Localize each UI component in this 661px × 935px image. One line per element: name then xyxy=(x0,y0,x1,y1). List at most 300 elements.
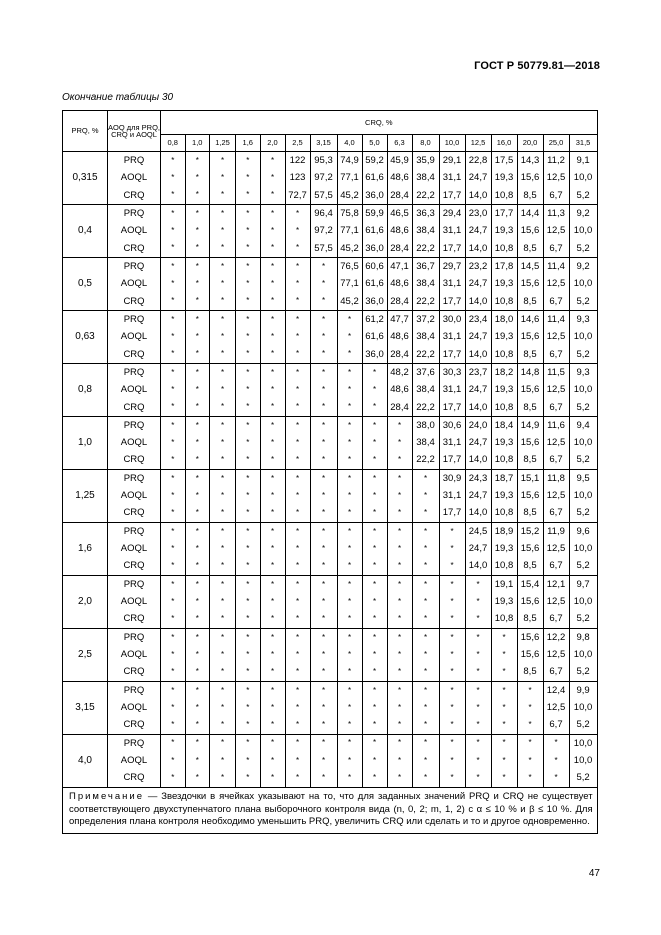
table-cell: 22,2 xyxy=(412,187,439,205)
table-cell: * xyxy=(412,522,439,540)
table-cell: 11,2 xyxy=(543,152,569,170)
table-cell: * xyxy=(285,681,310,699)
table-cell: * xyxy=(185,487,210,504)
crq-value-header: 2,5 xyxy=(285,135,310,152)
table-cell: * xyxy=(210,363,236,381)
table-cell: * xyxy=(260,399,285,417)
table-cell: * xyxy=(439,752,465,769)
table-cell: * xyxy=(210,469,236,487)
table-cell: 36,7 xyxy=(412,257,439,275)
table-cell: 61,6 xyxy=(362,222,387,239)
table-cell: * xyxy=(337,346,362,364)
table-cell: * xyxy=(185,293,210,311)
table-cell: 9,4 xyxy=(569,416,597,434)
table-cell: 123 xyxy=(285,169,310,186)
table-cell: * xyxy=(310,346,337,364)
table-cell: * xyxy=(260,187,285,205)
table-cell: * xyxy=(362,452,387,470)
table-row xyxy=(63,363,598,381)
table-cell: 35,9 xyxy=(412,152,439,170)
table-cell: 8,5 xyxy=(517,505,543,523)
table-cell: * xyxy=(185,734,210,752)
table-cell: 31,1 xyxy=(439,434,465,451)
table-cell: * xyxy=(185,187,210,205)
table-cell: * xyxy=(387,769,412,787)
prq-value: 0,63 xyxy=(63,310,108,363)
table-cell: * xyxy=(337,522,362,540)
table-cell: * xyxy=(465,752,491,769)
table-cell: * xyxy=(285,717,310,735)
table-cell: * xyxy=(161,240,186,258)
table-cell: 10,8 xyxy=(491,293,517,311)
table-cell: 30,6 xyxy=(439,416,465,434)
table-cell: * xyxy=(362,717,387,735)
table-cell: * xyxy=(210,734,236,752)
table-cell: * xyxy=(236,752,261,769)
table-cell: * xyxy=(161,646,186,663)
table-cell: * xyxy=(285,646,310,663)
table-cell: * xyxy=(285,222,310,239)
table-cell: 10,0 xyxy=(569,434,597,451)
table-cell: * xyxy=(260,257,285,275)
table-cell: 47,1 xyxy=(387,257,412,275)
table-row xyxy=(63,752,598,769)
table-cell: * xyxy=(310,399,337,417)
table-cell: * xyxy=(260,222,285,239)
row-label: AOQL xyxy=(108,752,161,769)
table-cell: * xyxy=(517,717,543,735)
table-cell: 61,6 xyxy=(362,169,387,186)
table-cell: * xyxy=(210,275,236,292)
table-cell: 15,6 xyxy=(517,169,543,186)
table-cell: * xyxy=(185,381,210,398)
crq-value-header: 1,25 xyxy=(210,135,236,152)
table-cell: * xyxy=(210,505,236,523)
table-cell: * xyxy=(517,734,543,752)
crq-value-header: 20,0 xyxy=(517,135,543,152)
table-cell: * xyxy=(185,346,210,364)
table-cell: * xyxy=(260,328,285,345)
table-cell: 10,0 xyxy=(569,593,597,610)
table-cell: 19,3 xyxy=(491,593,517,610)
table-cell: * xyxy=(285,522,310,540)
table-cell: 97,2 xyxy=(310,169,337,186)
table-cell: 12,5 xyxy=(543,699,569,716)
table-cell: 10,0 xyxy=(569,487,597,504)
table-cell: * xyxy=(161,593,186,610)
table-cell: * xyxy=(310,452,337,470)
table-cell: * xyxy=(161,434,186,451)
table-cell: * xyxy=(161,204,186,222)
table-cell: * xyxy=(337,505,362,523)
table-cell: 9,3 xyxy=(569,310,597,328)
table-cell: 15,6 xyxy=(517,628,543,646)
table-cell: * xyxy=(491,646,517,663)
table-cell: * xyxy=(260,646,285,663)
table-cell: * xyxy=(161,769,186,787)
table-cell: 11,8 xyxy=(543,469,569,487)
note-text: — Звездочки в ячейках указывают на то, что для заданных значений PRQ и CRQ не существует соответствующего двухступенчатого плана выборочного контроля вида (n, 0, 2; m, 1, 2) с α ≤ 10 % и β ≤ 10 %. Для определения плана контроля необходимо уменьшить PRQ, увеличить CRQ или сделать и то и другое одновременно. xyxy=(69,790,593,828)
row-label: PRQ xyxy=(108,204,161,222)
table-cell: 31,1 xyxy=(439,381,465,398)
table-cell: 12,5 xyxy=(543,646,569,663)
table-row xyxy=(63,346,598,364)
table-cell: 23,4 xyxy=(465,310,491,328)
table-cell: * xyxy=(285,664,310,682)
table-cell: * xyxy=(362,469,387,487)
table-cell: * xyxy=(362,558,387,576)
prq-value: 4,0 xyxy=(63,734,108,787)
table-cell: * xyxy=(185,752,210,769)
table-cell: * xyxy=(337,540,362,557)
table-cell: 9,3 xyxy=(569,363,597,381)
table-cell: 8,5 xyxy=(517,240,543,258)
table-cell: * xyxy=(210,152,236,170)
table-cell: 12,5 xyxy=(543,381,569,398)
table-cell: * xyxy=(161,611,186,629)
table-cell: * xyxy=(517,681,543,699)
table-cell: * xyxy=(185,717,210,735)
table-cell: * xyxy=(185,240,210,258)
table-cell: * xyxy=(310,593,337,610)
table-cell: * xyxy=(517,769,543,787)
table-cell: * xyxy=(260,558,285,576)
table-cell: 30,0 xyxy=(439,310,465,328)
table-cell: * xyxy=(362,752,387,769)
table-cell: * xyxy=(185,593,210,610)
table-cell: * xyxy=(236,734,261,752)
table-cell: 18,4 xyxy=(491,416,517,434)
table-cell: * xyxy=(310,717,337,735)
table-cell: 38,4 xyxy=(412,169,439,186)
table-cell: 10,0 xyxy=(569,699,597,716)
table-cell: * xyxy=(210,240,236,258)
table-cell: 95,3 xyxy=(310,152,337,170)
table-cell: 61,6 xyxy=(362,275,387,292)
table-cell: * xyxy=(236,611,261,629)
table-cell: * xyxy=(310,310,337,328)
table-cell: 18,0 xyxy=(491,310,517,328)
table-cell: 5,2 xyxy=(569,664,597,682)
table-caption: Окончание таблицы 30 xyxy=(62,92,174,103)
table-cell: * xyxy=(337,699,362,716)
table-cell: * xyxy=(491,681,517,699)
table-cell: 36,0 xyxy=(362,240,387,258)
table-cell: 6,7 xyxy=(543,240,569,258)
table-cell: * xyxy=(412,558,439,576)
table-cell: * xyxy=(210,540,236,557)
table-cell: 76,5 xyxy=(337,257,362,275)
table-cell: * xyxy=(161,699,186,716)
table-cell: * xyxy=(161,452,186,470)
table-cell: 46,5 xyxy=(387,204,412,222)
table-cell: * xyxy=(210,664,236,682)
table-cell: 24,7 xyxy=(465,328,491,345)
table-cell: * xyxy=(236,558,261,576)
table-cell: * xyxy=(337,434,362,451)
table-cell: * xyxy=(210,769,236,787)
table-cell: 48,6 xyxy=(387,381,412,398)
row-label: AOQL xyxy=(108,540,161,557)
table-row xyxy=(63,681,598,699)
table-cell: * xyxy=(260,416,285,434)
table-cell: 45,2 xyxy=(337,187,362,205)
table-cell: * xyxy=(185,681,210,699)
table-cell: * xyxy=(210,187,236,205)
table-cell: * xyxy=(210,346,236,364)
table-row xyxy=(63,434,598,451)
table-cell: * xyxy=(260,363,285,381)
table-cell: 36,0 xyxy=(362,293,387,311)
table-cell: 17,7 xyxy=(439,346,465,364)
table-cell: 15,6 xyxy=(517,328,543,345)
row-label: CRQ xyxy=(108,558,161,576)
table-cell: 15,6 xyxy=(517,593,543,610)
table-cell: 6,7 xyxy=(543,611,569,629)
table-cell: * xyxy=(439,593,465,610)
row-label: CRQ xyxy=(108,717,161,735)
table-cell: 30,9 xyxy=(439,469,465,487)
table-cell: * xyxy=(210,169,236,186)
table-cell: * xyxy=(185,769,210,787)
table-cell: 24,7 xyxy=(465,169,491,186)
table-cell: * xyxy=(439,646,465,663)
table-cell: * xyxy=(285,204,310,222)
table-cell: 29,4 xyxy=(439,204,465,222)
table-cell: * xyxy=(210,558,236,576)
table-cell: * xyxy=(185,204,210,222)
table-cell: 5,2 xyxy=(569,399,597,417)
table-cell: 22,2 xyxy=(412,293,439,311)
table-cell: * xyxy=(465,717,491,735)
table-cell: 12,5 xyxy=(543,540,569,557)
row-label: PRQ xyxy=(108,257,161,275)
table-cell: * xyxy=(337,328,362,345)
table-cell: 5,2 xyxy=(569,452,597,470)
crq-value-header: 8,0 xyxy=(412,135,439,152)
table-cell: 9,1 xyxy=(569,152,597,170)
table-cell: * xyxy=(236,664,261,682)
table-cell: * xyxy=(310,575,337,593)
crq-value-header: 2,0 xyxy=(260,135,285,152)
table-row xyxy=(63,593,598,610)
crq-header: CRQ, % xyxy=(161,111,598,135)
table-cell: * xyxy=(185,222,210,239)
table-cell: * xyxy=(465,628,491,646)
table-cell: * xyxy=(260,487,285,504)
row-label: PRQ xyxy=(108,575,161,593)
table-cell: * xyxy=(362,540,387,557)
table-cell: * xyxy=(337,593,362,610)
table-cell: 77,1 xyxy=(337,169,362,186)
table-cell: * xyxy=(236,169,261,186)
table-cell: * xyxy=(362,381,387,398)
table-row xyxy=(63,257,598,275)
table-cell: * xyxy=(362,664,387,682)
table-cell: * xyxy=(543,734,569,752)
table-cell: * xyxy=(260,575,285,593)
table-row xyxy=(63,575,598,593)
table-cell: 10,0 xyxy=(569,540,597,557)
table-cell: 9,9 xyxy=(569,681,597,699)
table-cell: * xyxy=(210,328,236,345)
table-cell: * xyxy=(185,611,210,629)
table-cell: * xyxy=(362,487,387,504)
table-cell: * xyxy=(310,381,337,398)
table-cell: * xyxy=(260,628,285,646)
table-cell: 10,8 xyxy=(491,399,517,417)
table-cell: * xyxy=(543,769,569,787)
table-cell: 24,7 xyxy=(465,540,491,557)
crq-value-header: 12,5 xyxy=(465,135,491,152)
table-cell: * xyxy=(387,558,412,576)
table-cell: * xyxy=(387,487,412,504)
table-cell: 12,5 xyxy=(543,487,569,504)
table-cell: * xyxy=(412,646,439,663)
table-cell: * xyxy=(387,611,412,629)
table-cell: * xyxy=(412,699,439,716)
table-cell: * xyxy=(362,734,387,752)
table-cell: 8,5 xyxy=(517,187,543,205)
prq-value: 2,0 xyxy=(63,575,108,628)
table-row xyxy=(63,540,598,557)
table-cell: * xyxy=(260,469,285,487)
table-cell: * xyxy=(465,664,491,682)
table-cell: * xyxy=(439,717,465,735)
table-cell: 29,1 xyxy=(439,152,465,170)
table-cell: 14,3 xyxy=(517,152,543,170)
table-cell: * xyxy=(310,487,337,504)
table-row xyxy=(63,717,598,735)
table-cell: 48,6 xyxy=(387,328,412,345)
table-cell: * xyxy=(161,664,186,682)
row-label: PRQ xyxy=(108,310,161,328)
table-cell: 45,2 xyxy=(337,240,362,258)
row-label: CRQ xyxy=(108,240,161,258)
table-cell: 97,2 xyxy=(310,222,337,239)
table-cell: 10,8 xyxy=(491,452,517,470)
table-row xyxy=(63,769,598,787)
table-cell: * xyxy=(285,558,310,576)
table-cell: 96,4 xyxy=(310,204,337,222)
table-cell: * xyxy=(439,558,465,576)
table-cell: * xyxy=(161,717,186,735)
table-cell: * xyxy=(260,204,285,222)
table-cell: 72,7 xyxy=(285,187,310,205)
table-cell: 19,3 xyxy=(491,328,517,345)
table-cell: 23,0 xyxy=(465,204,491,222)
row-label: PRQ xyxy=(108,363,161,381)
table-cell: * xyxy=(161,558,186,576)
table-cell: 28,4 xyxy=(387,293,412,311)
table-cell: * xyxy=(285,469,310,487)
table-cell: * xyxy=(161,310,186,328)
table-row xyxy=(63,399,598,417)
table-cell: * xyxy=(387,681,412,699)
row-label: CRQ xyxy=(108,399,161,417)
prq-value: 0,5 xyxy=(63,257,108,310)
row-label: CRQ xyxy=(108,505,161,523)
table-cell: 15,6 xyxy=(517,487,543,504)
row-label: AOQL xyxy=(108,328,161,345)
table-cell: * xyxy=(210,593,236,610)
standard-designation: ГОСТ Р 50779.81—2018 xyxy=(474,60,600,72)
table-cell: 19,3 xyxy=(491,381,517,398)
table-cell: 11,9 xyxy=(543,522,569,540)
table-cell: 57,5 xyxy=(310,187,337,205)
table-cell: 24,7 xyxy=(465,381,491,398)
table-cell: * xyxy=(387,717,412,735)
table-cell: * xyxy=(310,628,337,646)
table-cell: * xyxy=(337,310,362,328)
table-cell: * xyxy=(337,628,362,646)
table-cell: * xyxy=(260,540,285,557)
table-cell: * xyxy=(387,416,412,434)
table-cell: 10,0 xyxy=(569,328,597,345)
table-cell: * xyxy=(285,293,310,311)
table-cell: * xyxy=(185,328,210,345)
table-cell: 38,4 xyxy=(412,381,439,398)
row-label: PRQ xyxy=(108,522,161,540)
table-cell: * xyxy=(362,769,387,787)
table-row xyxy=(63,452,598,470)
table-cell: * xyxy=(337,681,362,699)
table-cell: * xyxy=(310,699,337,716)
table-cell: * xyxy=(285,540,310,557)
table-cell: * xyxy=(439,769,465,787)
table-cell: * xyxy=(310,416,337,434)
table-cell: 15,2 xyxy=(517,522,543,540)
table-cell: * xyxy=(185,257,210,275)
table-cell: 48,6 xyxy=(387,169,412,186)
table-cell: * xyxy=(236,505,261,523)
table-cell: * xyxy=(161,399,186,417)
table-cell: 36,0 xyxy=(362,346,387,364)
table-cell: 12,1 xyxy=(543,575,569,593)
row-label: CRQ xyxy=(108,452,161,470)
table-cell: * xyxy=(236,152,261,170)
table-cell: * xyxy=(310,505,337,523)
table-cell: * xyxy=(210,487,236,504)
table-cell: 22,2 xyxy=(412,346,439,364)
table-row xyxy=(63,222,598,239)
table-cell: * xyxy=(210,522,236,540)
table-cell: * xyxy=(260,275,285,292)
table-cell: 9,7 xyxy=(569,575,597,593)
table-cell: * xyxy=(465,646,491,663)
table-cell: * xyxy=(412,664,439,682)
table-cell: * xyxy=(285,575,310,593)
table-cell: 59,9 xyxy=(362,204,387,222)
table-cell: * xyxy=(439,628,465,646)
table-cell: 31,1 xyxy=(439,487,465,504)
table-cell: 8,5 xyxy=(517,664,543,682)
table-cell: * xyxy=(387,469,412,487)
table-cell: * xyxy=(439,734,465,752)
table-cell: 11,3 xyxy=(543,204,569,222)
table-cell: * xyxy=(387,699,412,716)
table-cell: 9,8 xyxy=(569,628,597,646)
table-cell: * xyxy=(161,293,186,311)
table-cell: 19,3 xyxy=(491,169,517,186)
table-cell: 9,5 xyxy=(569,469,597,487)
table-cell: * xyxy=(310,434,337,451)
table-cell: 77,1 xyxy=(337,275,362,292)
table-cell: * xyxy=(185,646,210,663)
table-cell: * xyxy=(236,328,261,345)
table-cell: 10,0 xyxy=(569,169,597,186)
table-cell: * xyxy=(210,611,236,629)
